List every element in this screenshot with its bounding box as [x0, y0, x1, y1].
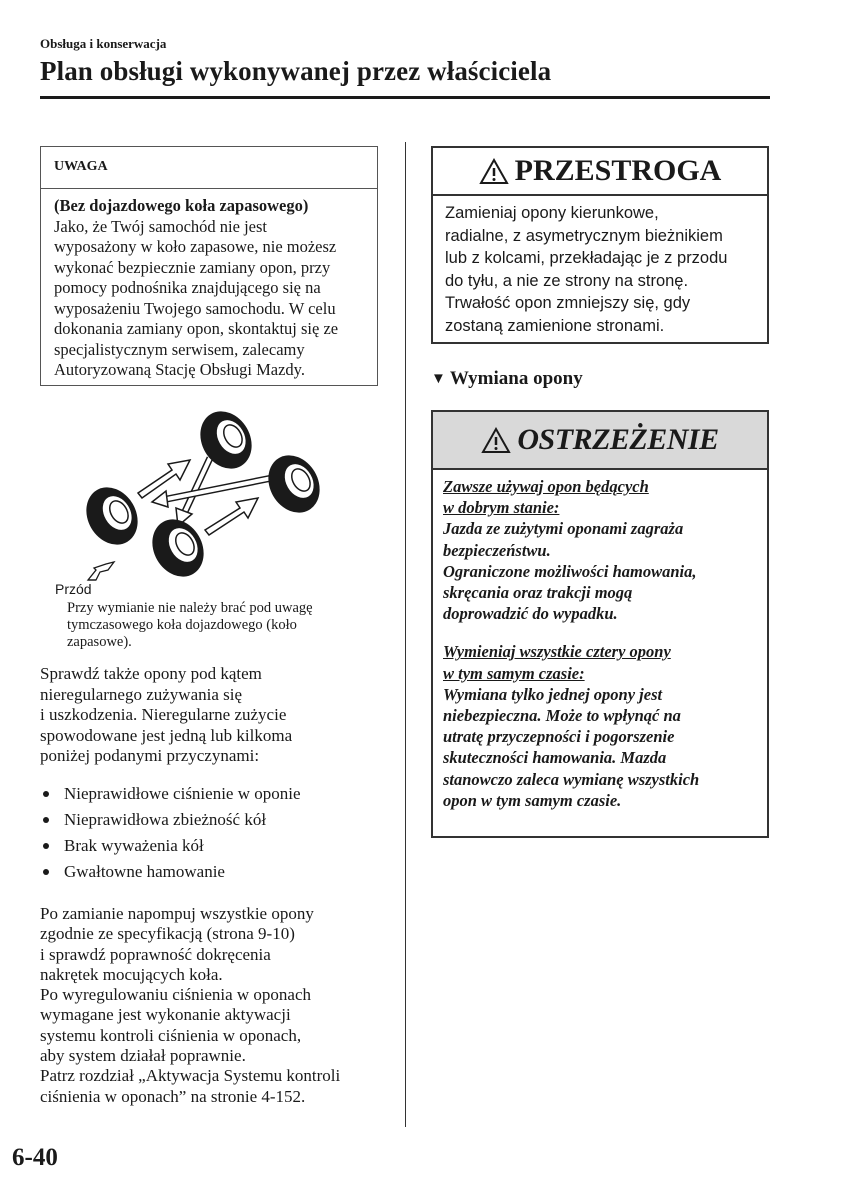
tire-rear-left [76, 478, 148, 554]
paragraph-line: ciśnienia w oponach” na stronie 4-152. [40, 1086, 306, 1106]
uwaga-line: wyposażony w koło zapasowe, nie możesz [54, 237, 337, 256]
warning-line: skręcania oraz trakcji mogą [443, 583, 633, 603]
front-direction-icon [86, 560, 116, 582]
tire-rear-right [142, 510, 214, 580]
warning-line: bezpieczeństwu. [443, 540, 551, 560]
warning-line: doprowadzić do wypadku. [443, 604, 618, 624]
caption-line: zapasowe). [67, 634, 132, 650]
warning-line: utratę przyczepności i pogorszenie [443, 727, 675, 747]
ostrzezenie-title: OSTRZEŻENIE [517, 423, 719, 456]
paragraph-line: wymagane jest wykonanie aktywacji [40, 1005, 291, 1025]
section-heading-text: Wymiana opony [449, 368, 583, 389]
uwaga-body [41, 189, 377, 381]
paragraph-line: zgodnie ze specyfikacją (strona 9-10) [40, 924, 295, 944]
warning-block-good-tires [443, 476, 761, 624]
section-heading-wymiana [431, 368, 583, 390]
uwaga-subheading: (Bez dojazdowego koła zapasowego) [54, 196, 309, 215]
warning-block-heading: w tym samym czasie: [443, 663, 585, 683]
caption-line: Przy wymianie nie należy brać pod uwagę [67, 600, 313, 616]
warning-block-heading: Zawsze używaj opon będących [443, 477, 649, 496]
paragraph-line: Patrz rozdział „Aktywacja Systemu kontroli [40, 1066, 341, 1086]
front-label: Przód [55, 581, 92, 597]
warning-line: Jazda ze zużytymi oponami zagraża [443, 519, 684, 539]
przestroga-title: PRZESTROGA [514, 154, 722, 187]
warning-line: skuteczności hamowania. Mazda [443, 748, 667, 768]
paragraph-irregular-wear [40, 664, 385, 767]
paragraph-line: poniżej podanymi przyczynami: [40, 746, 260, 765]
przestroga-box [431, 146, 769, 344]
paragraph-line: Po zamianie napompuj wszystkie opony [40, 904, 314, 923]
tire-rotation-illustration [50, 408, 370, 580]
uwaga-heading: UWAGA [41, 147, 377, 189]
section-label: Obsługa i konserwacja [40, 36, 167, 51]
ostrzezenie-heading [433, 412, 767, 470]
paragraph-line: i sprawdź poprawność dokręcenia [40, 944, 271, 964]
list-item: Nieprawidłowa zbieżność kół [40, 810, 390, 830]
paragraph-line: Po wyregulowaniu ciśnienia w oponach [40, 985, 311, 1005]
uwaga-box [40, 146, 378, 386]
przestroga-heading [433, 148, 767, 196]
paragraph-line: Sprawdź także opony pod kątem [40, 664, 262, 683]
paragraph-line: aby system działał poprawnie. [40, 1046, 246, 1066]
przestroga-line: do tyłu, a nie ze strony na stronę. [445, 271, 689, 290]
paragraph-line: systemu kontroli ciśnienia w oponach, [40, 1025, 302, 1045]
uwaga-line: wyposażeniu Twojego samochodu. W celu [54, 298, 336, 318]
przestroga-line: Trwałość opon zmniejszy się, gdy [445, 294, 691, 312]
uwaga-line: wykonać bezpiecznie zamiany opon, przy [54, 257, 331, 277]
paragraph-line: nieregularnego zużywania się [40, 684, 243, 704]
przestroga-line: Zamieniaj opony kierunkowe, [445, 204, 659, 222]
paragraph-line: i uszkodzenia. Nieregularne zużycie [40, 705, 287, 724]
title-rule [40, 96, 770, 99]
page-title: Plan obsługi wykonywanej przez właściciela [40, 56, 552, 86]
tire-front-right [190, 408, 262, 478]
warning-line: stanowczo zaleca wymianę wszystkich [443, 769, 700, 789]
paragraph-line: nakrętek mocujących koła. [40, 964, 223, 984]
przestroga-body [433, 196, 767, 337]
column-divider [405, 142, 406, 1127]
warning-line: opon w tym samym czasie. [443, 790, 622, 810]
przestroga-line: radialne, z asymetrycznym bieżnikiem [445, 226, 723, 245]
warning-triangle-icon [479, 158, 509, 185]
uwaga-line: Autoryzowaną Stację Obsługi Mazdy. [54, 360, 305, 379]
triangle-down-icon: ▼ [431, 370, 446, 387]
list-item: Gwałtowne hamowanie [40, 862, 390, 882]
arrow-rear-right-to-front-left [205, 498, 258, 535]
uwaga-line: specjalistycznym serwisem, zalecamy [54, 339, 305, 359]
ostrzezenie-body [433, 470, 767, 811]
list-item: Brak wyważenia kół [40, 836, 390, 856]
warning-line: Wymiana tylko jednej opony jest [443, 684, 663, 704]
ostrzezenie-box [431, 410, 769, 838]
caption-line: tymczasowego koła dojazdowego (koło [67, 617, 297, 633]
uwaga-line: dokonania zamiany opon, skontaktuj się ze [54, 319, 339, 338]
page-number: 6-40 [12, 1144, 58, 1171]
warning-block-all-four [443, 641, 761, 811]
paragraph-line: spowodowane jest jedną lub kilkoma [40, 725, 293, 745]
figure-caption [67, 600, 387, 651]
warning-block-heading: Wymieniaj wszystkie cztery opony [443, 642, 671, 662]
przestroga-line: zostaną zamienione stronami. [445, 316, 665, 335]
warning-line: niebezpieczna. Może to wpłynąć na [443, 706, 681, 726]
warning-block-heading: w dobrym stanie: [443, 498, 560, 518]
paragraph-after-rotation [40, 904, 395, 1107]
warning-triangle-icon [481, 427, 511, 454]
uwaga-line: pomocy podnośnika znajdującego się na [54, 278, 321, 297]
przestroga-line: lub z kolcami, przekładając je z przodu [445, 249, 728, 267]
tire-front-left [258, 446, 330, 522]
list-item: Nieprawidłowe ciśnienie w oponie [40, 784, 390, 804]
causes-list [40, 784, 390, 888]
warning-line: Ograniczone możliwości hamowania, [443, 561, 697, 581]
uwaga-line: Jako, że Twój samochód nie jest [54, 216, 267, 236]
